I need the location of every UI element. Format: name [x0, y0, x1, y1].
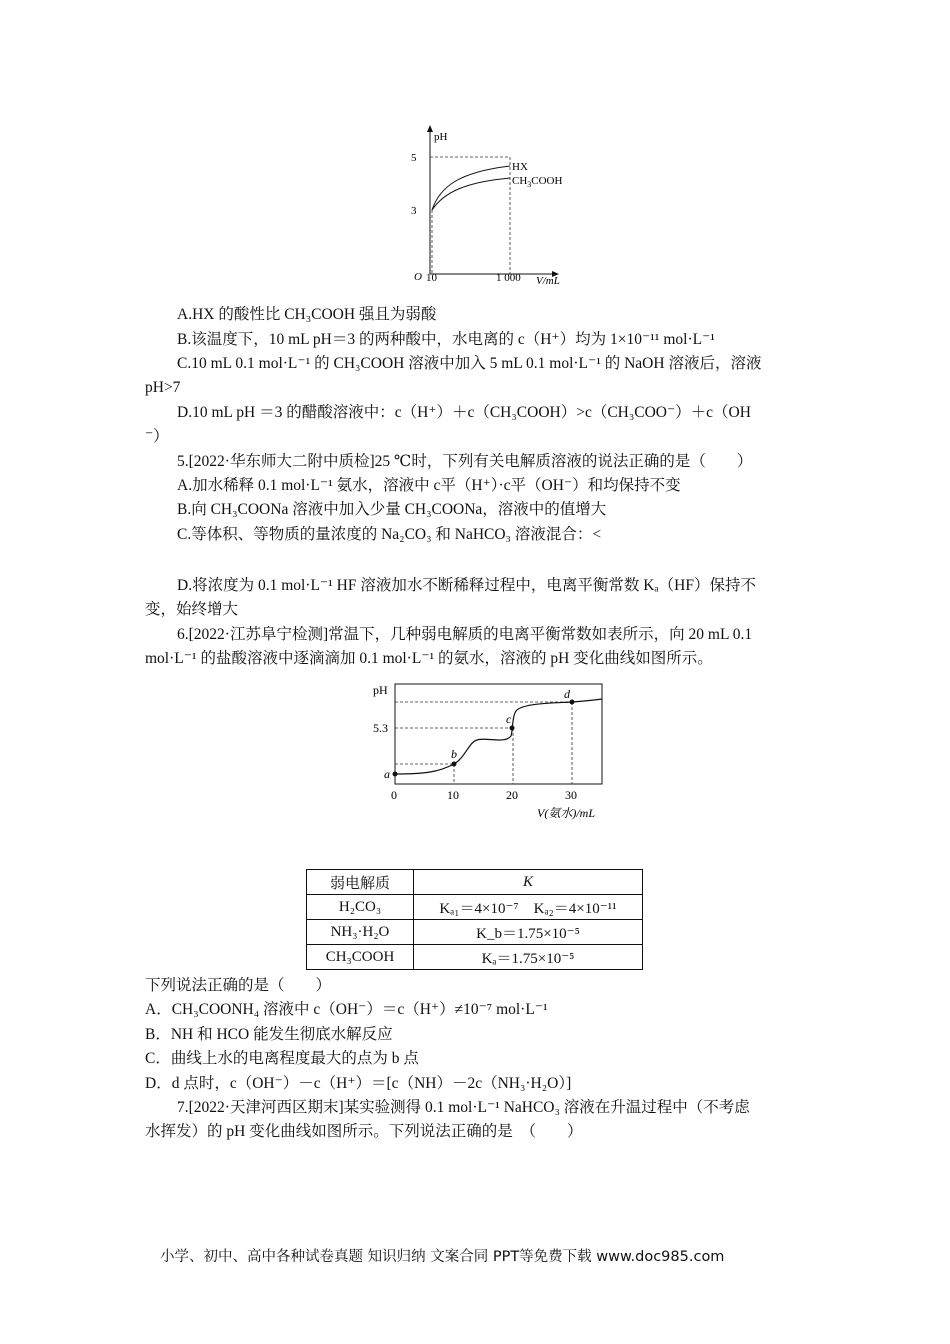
q4-option-a: A.HX 的酸性比 CH₃COOH 强且为弱酸 — [177, 306, 437, 323]
table-row — [307, 920, 643, 945]
point-b — [452, 762, 457, 767]
q5-source: 华东师大二附中质检 — [229, 453, 370, 470]
table-header-row — [307, 870, 643, 895]
table-row — [307, 945, 643, 970]
q5-option-b: B.向 CH₃COONa 溶液中加入少量 CH₃COONa，溶液中的值增大 — [177, 501, 607, 518]
series-ch3cooh-label: $CH_3COOH$ — [512, 175, 563, 189]
titration-curve — [395, 699, 602, 774]
y-axis-arrow — [427, 125, 433, 132]
ionization-constants-table — [306, 869, 643, 970]
x-tick-20: 20 — [506, 788, 518, 802]
origin-label: O — [414, 271, 422, 283]
point-c-label: c — [506, 712, 512, 726]
chart-hx-ch3cooh — [400, 124, 590, 289]
table-cell: NH₃·H₂O — [307, 920, 414, 945]
q6-number: 6.[2022· — [177, 626, 230, 643]
plot-frame — [395, 684, 602, 784]
x-tick-10: 10 — [426, 272, 437, 284]
y-axis-label: pH — [373, 683, 388, 697]
point-a — [393, 772, 398, 777]
q7-number: 7.[2022· — [177, 1099, 230, 1116]
series-ch3cooh-curve — [432, 178, 510, 210]
point-d-label: d — [564, 687, 570, 701]
x-tick-1000: 1 000 — [496, 272, 521, 284]
y-tick-5: 5 — [411, 152, 417, 164]
q7-stem-text: ]某实验测得 0.1 mol·L⁻¹ NaHCO₃ 溶液在升温过程中（不考虑 — [338, 1099, 750, 1116]
q5-option-c: C.等体积、等物质的量浓度的 Na₂CO₃ 和 NaHCO₃ 溶液混合：< — [177, 526, 602, 543]
q5-stem — [177, 452, 752, 472]
series-hx-label: HX — [512, 161, 528, 173]
table-cell: K_b＝1.75×10⁻⁵ — [414, 920, 643, 945]
q6-stem-line1 — [177, 625, 752, 645]
q6-source: 江苏阜宁检测 — [229, 626, 323, 643]
q5-number: 5.[2022· — [177, 453, 230, 470]
q7-source: 天津河西区期末 — [229, 1099, 339, 1116]
q5-stem-text: ]25 ℃时，下列有关电解质溶液的说法正确的是（ ） — [369, 453, 753, 470]
q6-option-b: B．NH 和 HCO 能发生彻底水解反应 — [145, 1026, 393, 1043]
q6-question: 下列说法正确的是（ ） — [145, 977, 332, 994]
series-hx-curve — [432, 166, 510, 210]
q4-option-d-line1: D.10 mL pH ＝3 的醋酸溶液中：c（H⁺）＋c（CH₃COOH）>c（CH₃COO⁻）＋c（OH — [177, 404, 751, 421]
q6-stem-text: ]常温下，几种弱电解质的电离平衡常数如表所示，向 20 mL 0.1 — [322, 626, 753, 643]
q7-stem-line2: 水挥发）的 pH 变化曲线如图所示。下列说法正确的是 （ ） — [145, 1123, 583, 1140]
q4-option-d-line2: ⁻） — [145, 428, 169, 445]
point-c — [510, 726, 515, 731]
q6-option-d: D．d 点时，c（OH⁻）－c（H⁺）＝[c（NH）－2c（NH₃·H₂O）] — [145, 1075, 572, 1092]
table-header-k: K — [414, 870, 643, 895]
q6-option-a: A．CH₃COONH₄ 溶液中 c（OH⁻）＝c（H⁺）≠10⁻⁷ mol·L⁻¹ — [145, 1001, 548, 1018]
q5-option-a: A.加水稀释 0.1 mol·L⁻¹ 氨水，溶液中 c平（H⁺）·c平（OH⁻）和均保持不变 — [177, 477, 681, 494]
x-axis-label: V/mL — [536, 275, 560, 287]
table-cell: Kₐ＝1.75×10⁻⁵ — [414, 945, 643, 970]
table-cell: Kₐ₁＝4×10⁻⁷ Kₐ₂＝4×10⁻¹¹ — [414, 895, 643, 920]
q7-stem-line1 — [177, 1098, 750, 1118]
q5-option-d-line2: 变，始终增大 — [145, 601, 239, 618]
point-d — [570, 700, 575, 705]
y-tick-3: 3 — [411, 205, 417, 217]
x-tick-30: 30 — [565, 788, 577, 802]
q5-option-d-line1: D.将浓度为 0.1 mol·L⁻¹ HF 溶液加水不断稀释过程中，电离平衡常数 Kₐ（HF）保持不 — [177, 577, 756, 594]
q4-option-b: B.该温度下，10 mL pH＝3 的两种酸中，水电离的 c（H⁺）均为 1×10⁻¹¹ mol·L⁻¹ — [177, 331, 715, 348]
x-axis-label: V(氨水)/mL — [537, 806, 595, 820]
q4-option-c-line2: pH>7 — [145, 379, 181, 396]
table-row — [307, 895, 643, 920]
table-header-electrolyte: 弱电解质 — [307, 870, 414, 895]
x-tick-10: 10 — [447, 788, 459, 802]
y-axis-label: pH — [434, 131, 448, 143]
q6-option-c: C．曲线上水的电离程度最大的点为 b 点 — [145, 1050, 419, 1067]
table-cell: H₂CO₃ — [307, 895, 414, 920]
y-tick-5-3: 5.3 — [373, 721, 388, 735]
table-cell: CH₃COOH — [307, 945, 414, 970]
q6-stem-line2: mol·L⁻¹ 的盐酸溶液中逐滴滴加 0.1 mol·L⁻¹ 的氨水，溶液的 pH 变化曲线如图所示。 — [145, 650, 713, 667]
chart-titration-curve — [365, 678, 615, 823]
page-footer: 小学、初中、高中各种试卷真题 知识归纳 文案合同 PPT等免费下载 www.doc985.com — [160, 1249, 725, 1265]
x-tick-0: 0 — [391, 788, 397, 802]
point-a-label: a — [384, 767, 390, 781]
q4-option-c-line1: C.10 mL 0.1 mol·L⁻¹ 的 CH₃COOH 溶液中加入 5 mL 0.1 mol·L⁻¹ 的 NaOH 溶液后，溶液 — [177, 355, 762, 372]
point-b-label: b — [451, 747, 457, 761]
